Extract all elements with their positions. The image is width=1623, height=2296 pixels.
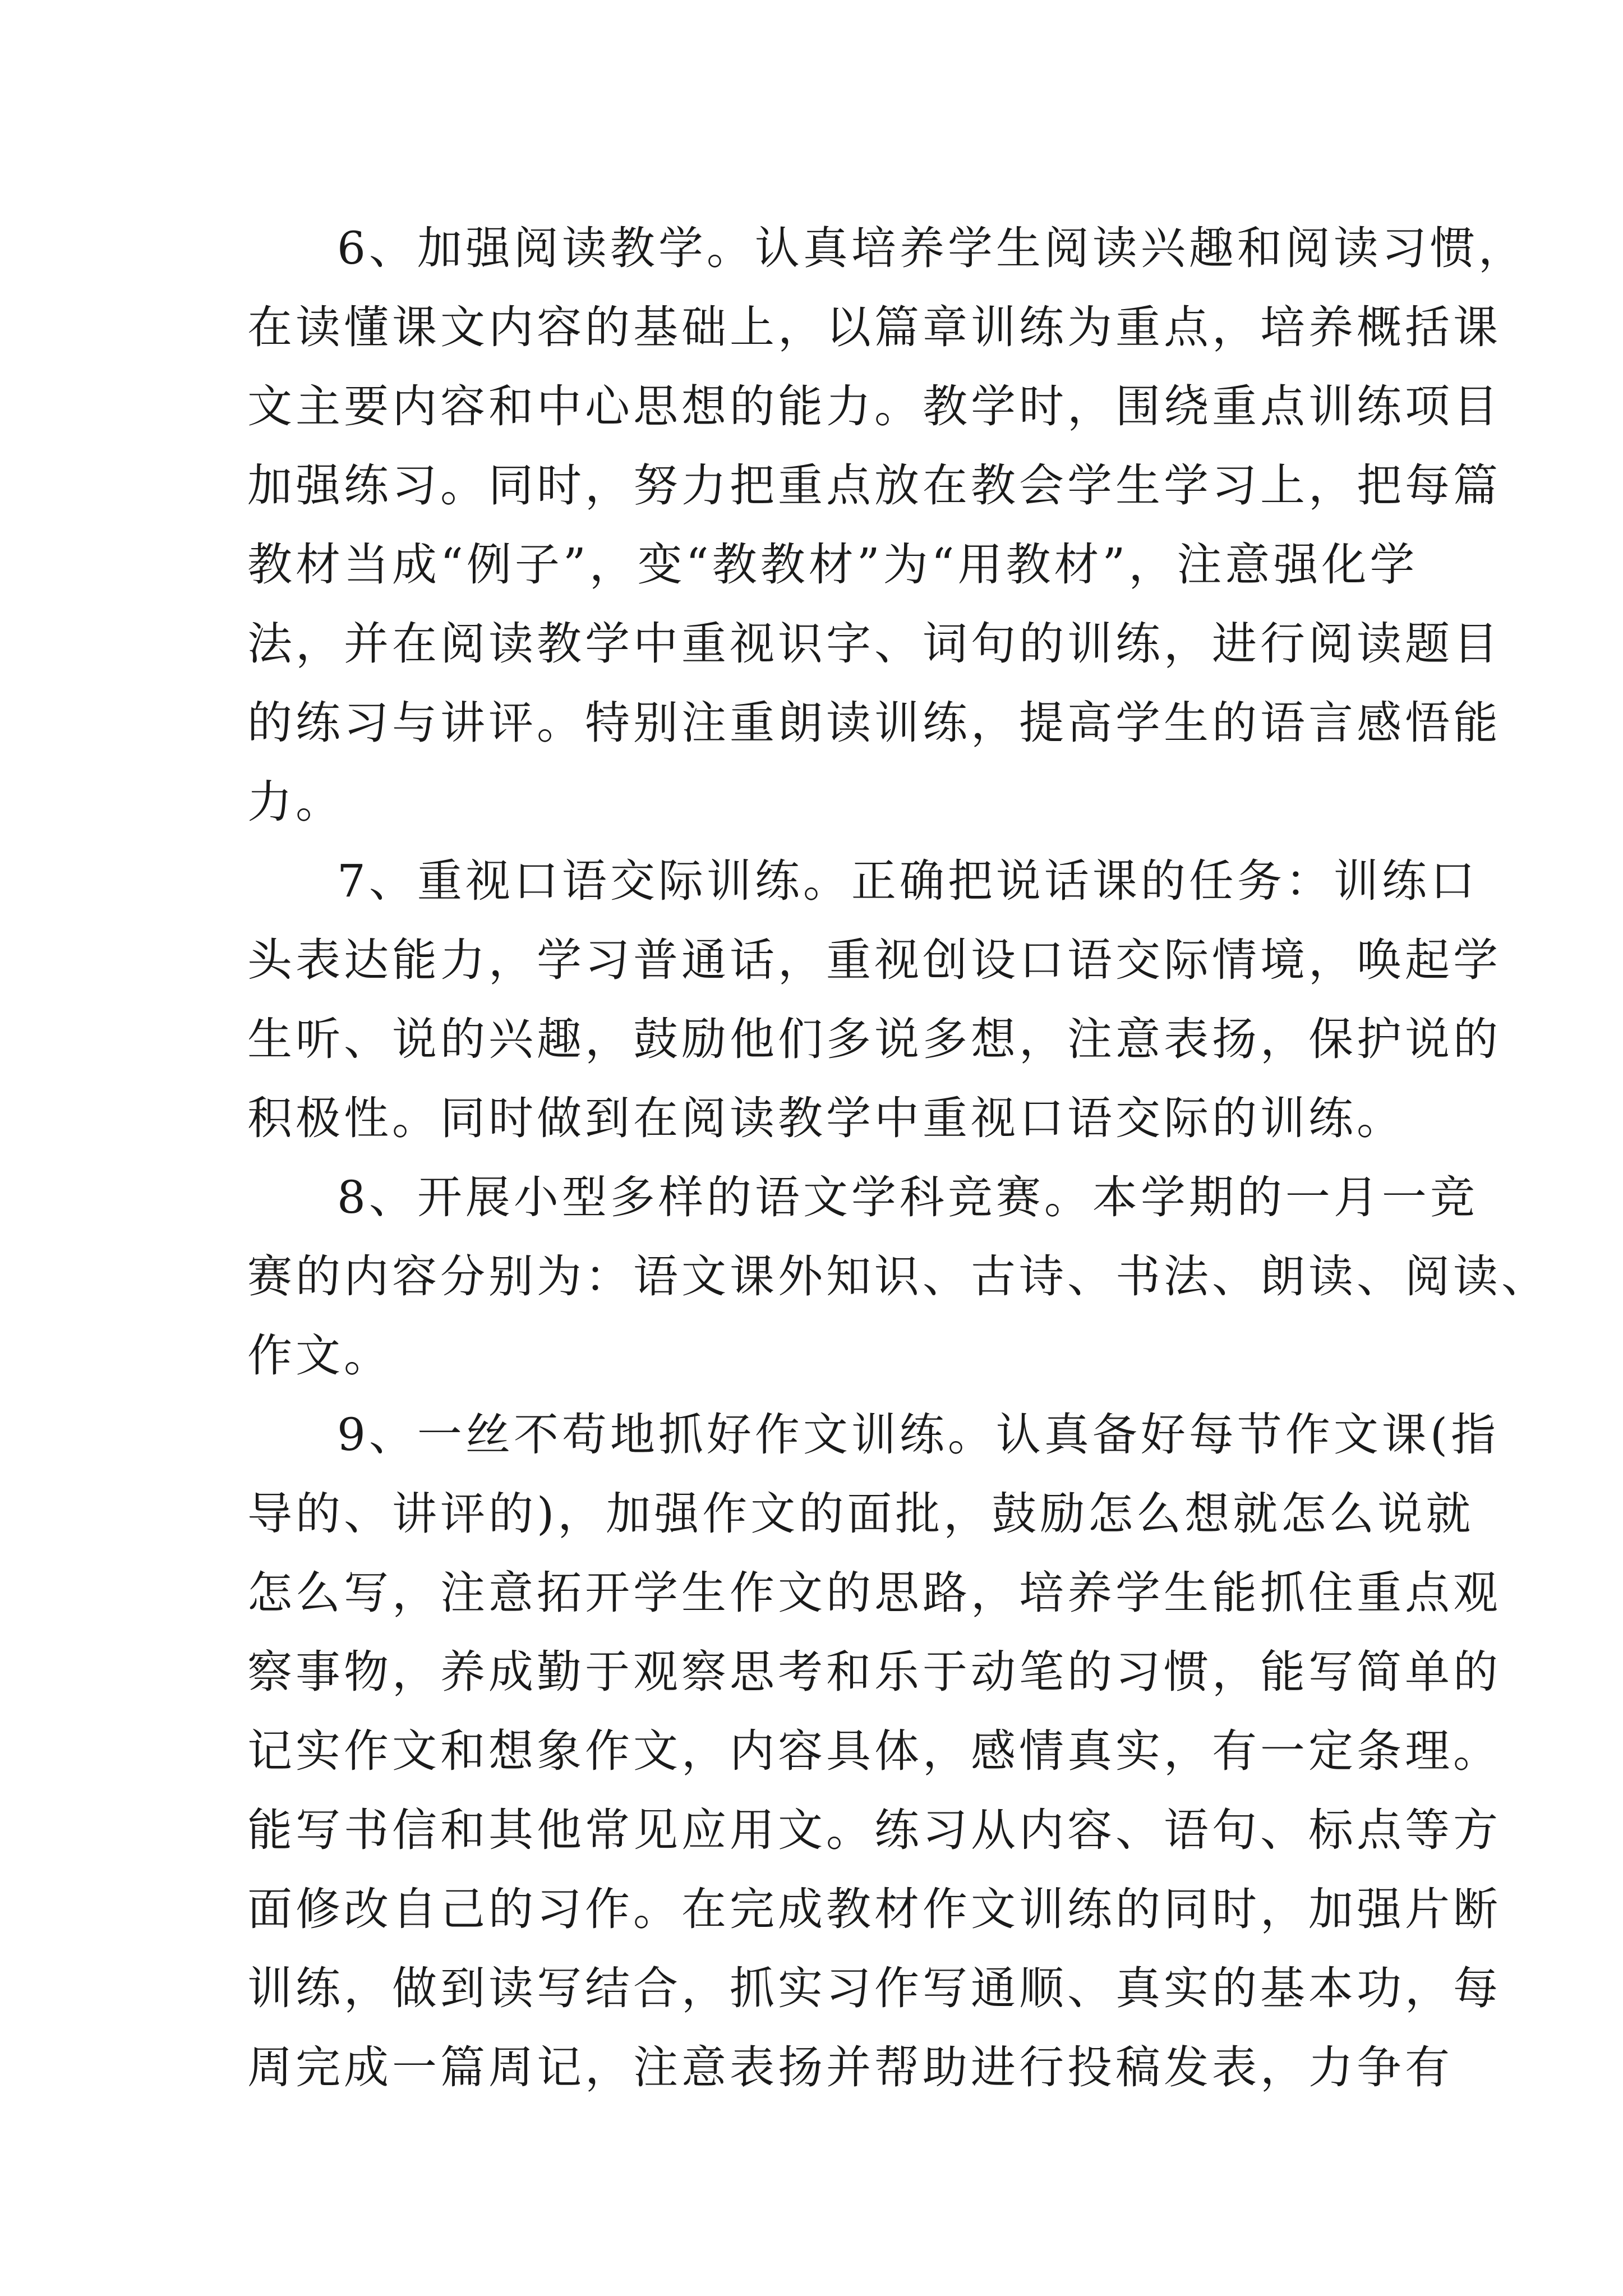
text-line: 训练，做到读写结合，抓实习作写通顺、真实的基本功，每 (247, 1962, 1501, 2014)
text-line: 9、一丝不苟地抓好作文训练。认真备好每节作文课(指 (337, 1409, 1500, 1461)
text-line: 6、加强阅读教学。认真培养学生阅读兴趣和阅读习惯， (337, 222, 1527, 274)
text-line: 面修改自己的习作。在完成教材作文训练的同时，加强片断 (247, 1883, 1501, 1935)
text-line: 在读懂课文内容的基础上，以篇章训练为重点，培养概括课 (247, 301, 1501, 353)
text-line: 力。 (247, 776, 344, 828)
text-line: 周完成一篇周记，注意表扬并帮助进行投稿发表，力争有 (247, 2041, 1453, 2093)
paragraph-9-composition-training (247, 1395, 1501, 2107)
text-line: 怎么写，注意拓开学生作文的思路，培养学生能抓住重点观 (247, 1567, 1501, 1619)
text-line: 生听、说的兴趣，鼓励他们多说多想，注意表扬，保护说的 (247, 1013, 1501, 1065)
text-line: 赛的内容分别为：语文课外知识、古诗、书法、朗读、阅读、 (247, 1250, 1550, 1303)
text-line: 察事物，养成勤于观察思考和乐于动笔的习惯，能写简单的 (247, 1646, 1501, 1698)
text-line: 7、重视口语交际训练。正确把说话课的任务：训练口 (337, 855, 1478, 907)
text-line: 头表达能力，学习普通话，重视创设口语交际情境，唤起学 (247, 934, 1501, 986)
paragraph-8-competitions (247, 1158, 1550, 1395)
text-line: 作文。 (247, 1329, 392, 1382)
text-line: 积极性。同时做到在阅读教学中重视口语交际的训练。 (247, 1092, 1405, 1144)
text-line: 能写书信和其他常见应用文。练习从内容、语句、标点等方 (247, 1804, 1501, 1856)
text-line: 记实作文和想象作文，内容具体，感情真实，有一定条理。 (247, 1725, 1501, 1777)
text-line: 法，并在阅读教学中重视识字、词句的训练，进行阅读题目 (247, 618, 1501, 670)
paragraph-6-reading-teaching (247, 209, 1527, 841)
document-body (247, 209, 1550, 2107)
text-line: 加强练习。同时，努力把重点放在教会学生学习上，把每篇 (247, 459, 1501, 512)
text-line: 教材当成“例子”，变“教教材”为“用教材”，注意强化学 (247, 539, 1418, 591)
text-line: 的练习与讲评。特别注重朗读训练，提高学生的语言感悟能 (247, 697, 1501, 749)
text-line: 导的、讲评的)，加强作文的面批，鼓励怎么想就怎么说就 (247, 1488, 1474, 1540)
text-line: 8、开展小型多样的语文学科竞赛。本学期的一月一竞 (337, 1171, 1478, 1223)
text-line: 文主要内容和中心思想的能力。教学时，围绕重点训练项目 (247, 380, 1501, 432)
paragraph-7-oral-communication (247, 841, 1501, 1158)
